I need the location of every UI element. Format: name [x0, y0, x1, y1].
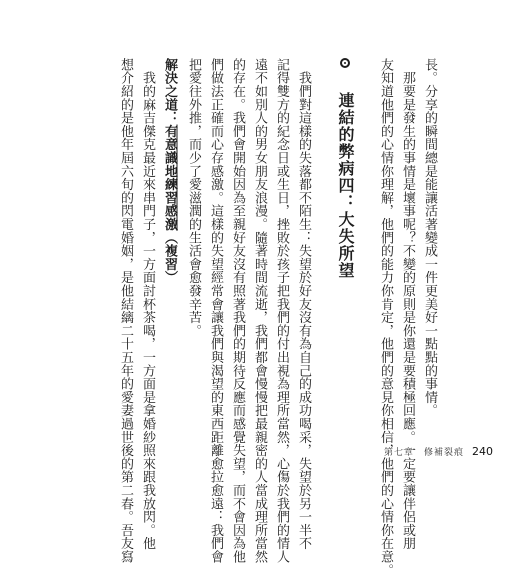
text-column: 友知道他們的心情你理解，他們的能力你肯定，他們的意見你相信，他們的心情你在意。	[378, 58, 393, 577]
section-heading-text: 連結的弊病四：大失所望	[336, 92, 355, 279]
text-column: 遠不如別人的男女朋友浪漫。隨著時間流逝，我們都會慢慢把最親密的人當成理所當然	[252, 58, 267, 564]
chapter-label: 第七章 修補裂痕	[384, 447, 465, 458]
text-column: 長。分享的瞬間總是能讓活著變成一件更美好一點點的事情。	[422, 58, 437, 418]
text-column: 們做法正確而心存感激。這樣的失望經常會讓我們與渴望的東西距離愈拉愈遠：我們會	[208, 58, 223, 564]
text-column: 的存在。我們會開始因為至親好友沒有照著我們的期待反應而感覺失望，而不會因為他	[230, 58, 245, 564]
section-heading	[334, 58, 356, 440]
text-column: 記得雙方的紀念日或生日，挫敗於孩子把我們的付出視為理所當然，心傷於我們的情人	[274, 58, 289, 564]
text-column: 想介紹的是他年屆六旬的閃電婚姻，是他結縭二十五年的愛妻過世後的第二春。吾友寫	[118, 58, 133, 564]
text-column: 那要是發生的事情是壞事呢？不變的原則是你還是要積極回應。一定要讓伴侶或朋	[400, 58, 415, 551]
subheading-suffix: （複習）	[162, 230, 177, 285]
subheading-prefix: 解決之道：	[162, 58, 177, 125]
text-column: 我的麻吉傑克最近來串門子，一方面討杯茶喝，一方面是拿婚紗照來跟我放閃。他	[140, 58, 155, 551]
bullseye-icon	[340, 58, 350, 68]
page-number: 240	[472, 444, 494, 458]
text-column: 把愛往外推，而少了愛滋潤的生活會愈發辛苦。	[186, 58, 201, 338]
subheading	[158, 58, 180, 440]
subheading-underlined: 有意識地練習感激	[162, 124, 177, 231]
page-footer	[384, 441, 493, 461]
text-column: 我們對這樣的失落都不陌生：失望於好友沒有為自己的成功喝采，失望於另一半不	[296, 58, 311, 551]
